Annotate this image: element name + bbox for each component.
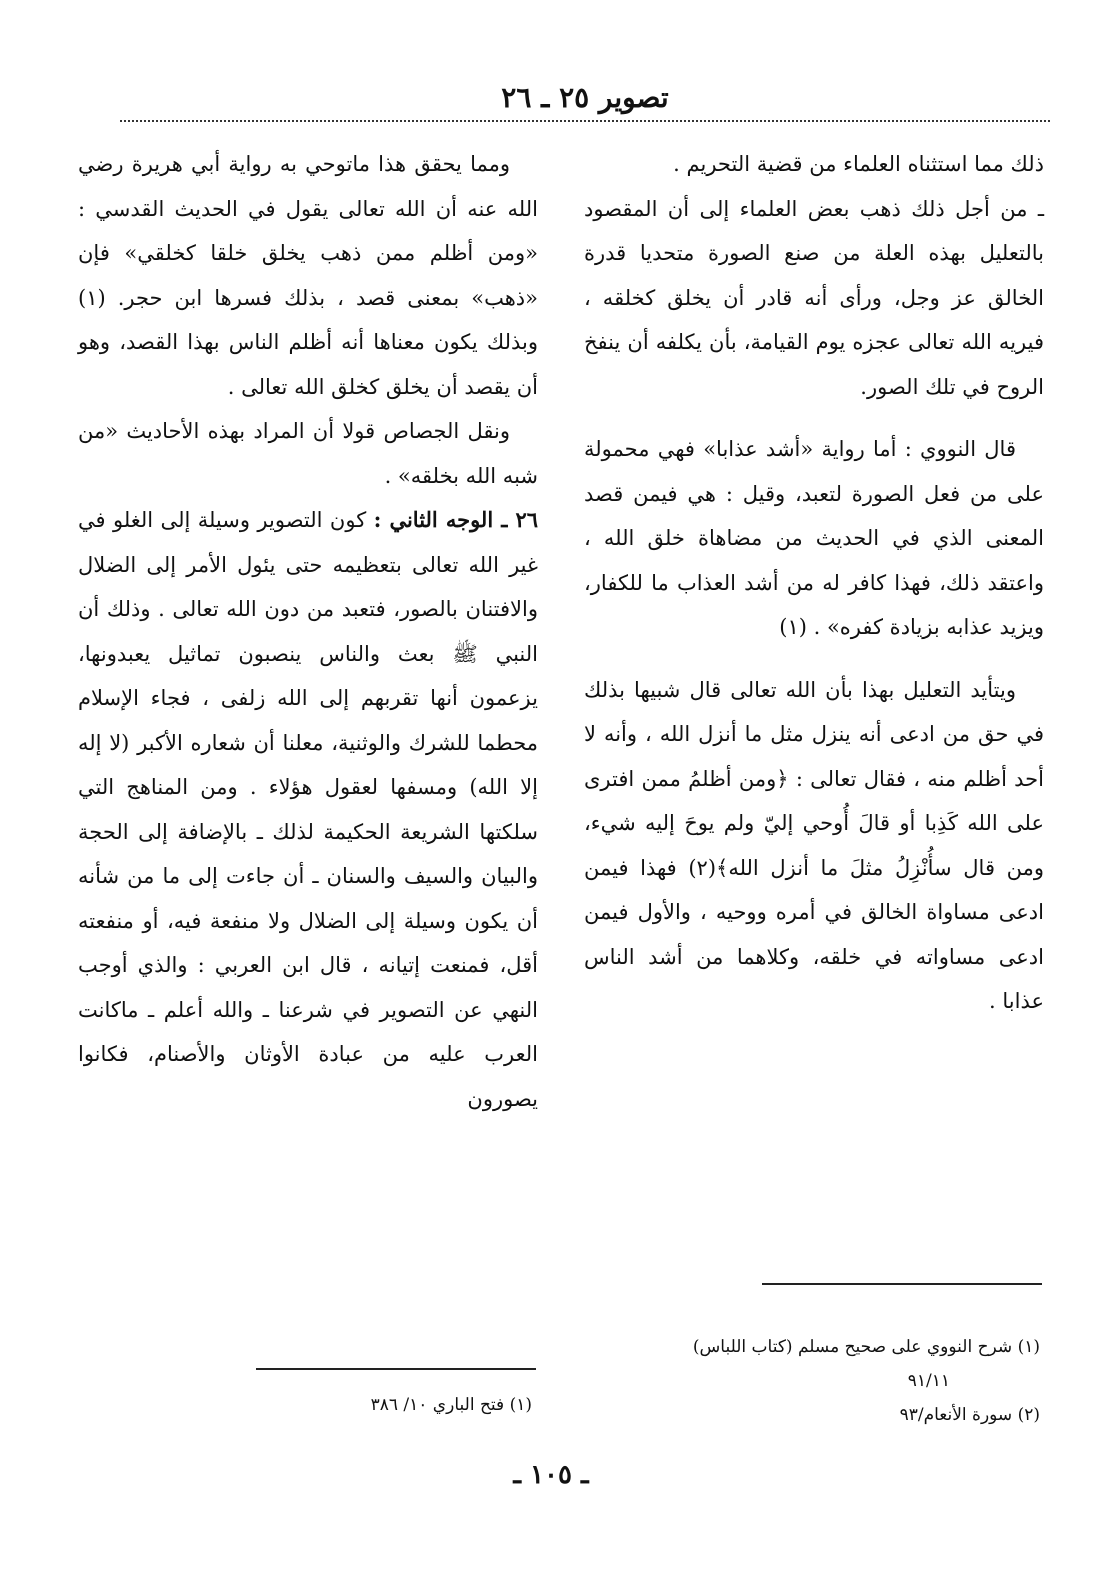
section-heading: ٢٦ ـ الوجه الثاني : — [373, 507, 538, 532]
footnote-continuation: ٩١/١١ — [907, 1371, 950, 1391]
left-column — [78, 142, 538, 1121]
paragraph: ذلك مما استثناه العلماء من قضية التحريم . — [673, 152, 1044, 176]
footnotes-right — [580, 1330, 1040, 1432]
paragraph-gap — [584, 409, 1044, 427]
footnotes-left — [72, 1388, 532, 1422]
section-paragraph — [78, 498, 538, 1121]
footnote: (١) شرح النووي على صحيح مسلم (كتاب اللباس) — [692, 1337, 1040, 1357]
footnote: (١) فتح الباري ١٠/ ٣٨٦ — [370, 1395, 532, 1415]
paragraph: ومما يحقق هذا ماتوحي به رواية أبي هريرة رضي الله عنه أن الله تعالى يقول في الحديث القدسي : «ومن أظلم ممن ذهب يخلق خلقا كخلقي» فإن «ذهب» بمعنى قصد ، بذلك فسرها ابن حجر. (١) وبذلك يكون معناها أنه أظلم الناس بهذا القصد، وهو أن يقصد أن يخلق كخلق الله تعالى . — [78, 152, 538, 399]
paragraph: قال النووي : أما رواية «أشد عذابا» فهي محمولة على من فعل الصورة لتعبد، وقيل : هي فيمن قصد المعنى الذي في الحديث من مضاهاة خلق الله ، واعتقد ذلك، فهذا كافر له من أشد العذاب ما للكفار، ويزيد عذابه بزيادة كفره» . (١) — [584, 437, 1044, 639]
footnote: (٢) سورة الأنعام/٩٣ — [899, 1405, 1040, 1425]
section-text: كون التصوير وسيلة إلى الغلو في غير الله تعالى بتعظيمه حتى يئول الأمر إلى الضلال والافتنان بالصور، فتعبد من دون الله تعالى . وذلك أن النبي ﷺ بعث والناس ينصبون تماثيل يعبدونها، يزعمون أنها تقربهم إلى الله زلفى ، فجاء الإسلام محطما للشرك والوثنية، معلنا أن شعاره الأكبر (لا إله إلا الله) ومسفها لعقول هؤلاء . ومن المناهج التي سلكتها الشريعة الحكيمة لذلك ـ بالإضافة إلى الحجة والبيان والسيف والسنان ـ أن جاءت إلى ما من شأنه أن يكون وسيلة إلى الضلال ولا منفعة فيه، أو منفعته أقل، فمنعت إتيانه ، قال ابن العربي : والذي أوجب النهي عن التصوير في شرعنا ـ والله أعلم ـ ماكانت العرب عليه من عبادة الأوثان والأصنام، فكانوا يصورون — [78, 508, 538, 1111]
right-column — [584, 142, 1044, 1024]
footnote-rule-right — [762, 1283, 1042, 1285]
page-number: ـ ١٠٥ ـ — [513, 1460, 589, 1490]
paragraph: ونقل الجصاص قولا أن المراد بهذه الأحاديث «من شبه الله بخلقه» . — [78, 419, 538, 488]
footnote-rule-left — [256, 1368, 536, 1370]
running-header: تصوير ٢٥ ـ ٢٦ — [501, 81, 669, 114]
paragraph-gap — [584, 650, 1044, 668]
header-dotted-rule — [120, 120, 1050, 122]
paragraph: ـ من أجل ذلك ذهب بعض العلماء إلى أن المقصود بالتعليل بهذه العلة من صنع الصورة متحديا قدرة الخالق عز وجل، ورأى أنه قادر أن يخلق كخلقه ، فيريه الله تعالى عجزه يوم القيامة، بأن يكلفه أن ينفخ الروح في تلك الصور. — [584, 196, 1044, 399]
paragraph: ويتأيد التعليل بهذا بأن الله تعالى قال شبيها بذلك في حق من ادعى أنه ينزل مثل ما أنزل الله ، وأنه لا أحد أظلم منه ، فقال تعالى : ﴿ومن أظلمُ ممن افترى على الله كَذِبا أو قالَ أُوحي إليّ ولم يوحَ إليه شيء، ومن قال سأُنْزِلُ مثلَ ما أنزل الله﴾(٢) فهذا فيمن ادعى مساواة الخالق في أمره ووحيه ، والأول فيمن ادعى مساواته في خلقه، وكلاهما من أشد الناس عذابا . — [584, 677, 1044, 1013]
